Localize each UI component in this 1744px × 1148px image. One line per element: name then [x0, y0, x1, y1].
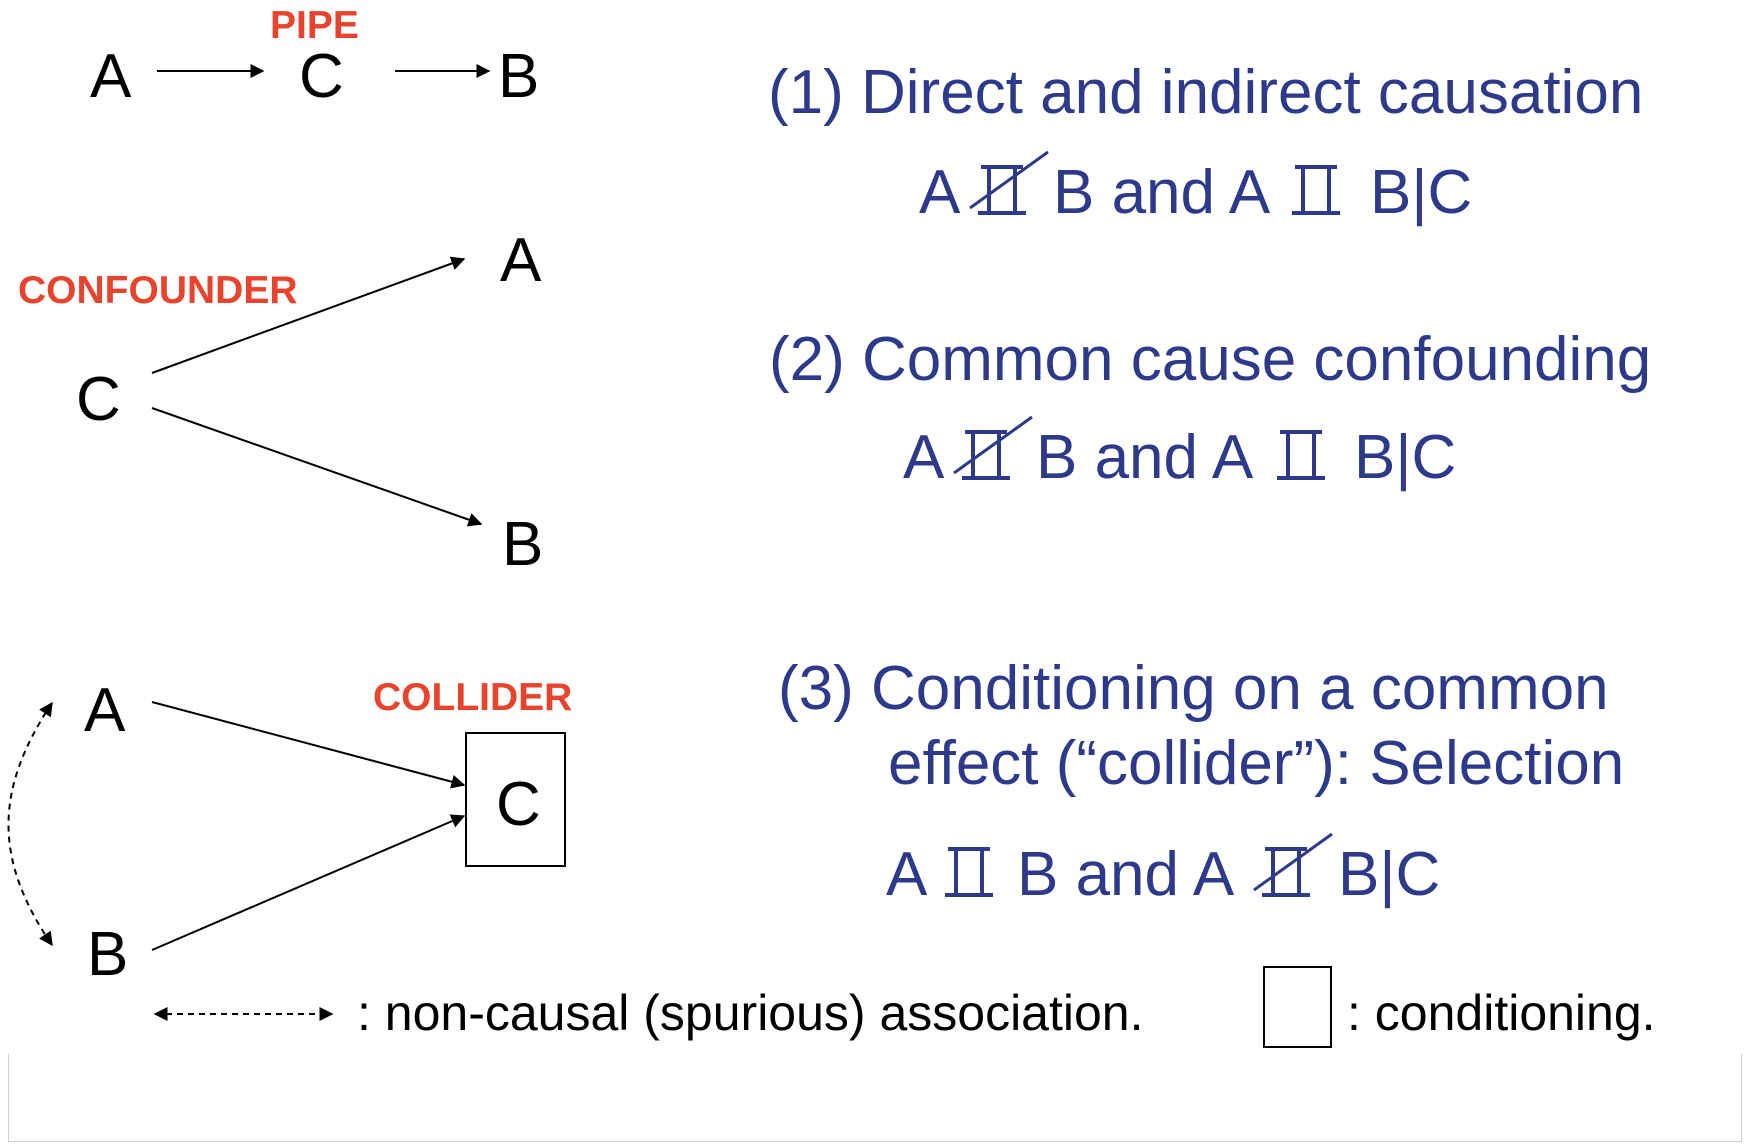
description-3-title-line-2: effect (“collider”): Selection — [888, 729, 1625, 798]
description-2-a: A — [903, 423, 945, 492]
collider-label: COLLIDER — [373, 676, 573, 719]
collider-node-a: A — [84, 676, 126, 745]
bottom-frame — [8, 1054, 1742, 1142]
independent-icon — [945, 849, 993, 895]
legend-conditioning-box — [1264, 967, 1331, 1047]
spurious-association-arrow — [9, 703, 53, 945]
confounder-label: CONFOUNDER — [18, 269, 298, 312]
not-independent-icon — [1254, 834, 1332, 895]
collider-node-c: C — [496, 770, 541, 839]
confounder-arrow-c-b — [152, 408, 481, 524]
description-2-b-and-a: B and A — [1036, 423, 1254, 492]
legend-spurious-text: : non-causal (spurious) association. — [357, 985, 1144, 1041]
description-1-b-given-c: B|C — [1370, 158, 1473, 227]
independent-icon — [1292, 167, 1340, 213]
description-3-b-given-c: B|C — [1338, 840, 1441, 909]
description-2-b-given-c: B|C — [1354, 423, 1457, 492]
collider-arrow-b-c — [152, 816, 464, 950]
not-independent-icon — [970, 152, 1048, 213]
pipe-node-a: A — [90, 42, 132, 111]
description-3-title-line-1: (3) Conditioning on a common — [778, 654, 1609, 723]
description-2-title: (2) Common cause confounding — [769, 325, 1652, 394]
description-1-title: (1) Direct and indirect causation — [768, 58, 1644, 127]
description-3-a: A — [886, 840, 928, 909]
legend-conditioning-text: : conditioning. — [1347, 985, 1656, 1041]
description-3-b-and-a: B and A — [1017, 840, 1235, 909]
not-independent-icon — [954, 417, 1032, 478]
description-1-b-and-a: B and A — [1053, 158, 1271, 227]
confounder-node-b: B — [502, 510, 544, 579]
independent-icon — [1277, 432, 1325, 478]
pipe-label: PIPE — [270, 4, 359, 47]
pipe-node-c: C — [299, 42, 344, 111]
confounder-node-a: A — [500, 226, 542, 295]
confounder-node-c: C — [76, 365, 121, 434]
pipe-node-b: B — [498, 42, 540, 111]
collider-node-b: B — [87, 920, 129, 989]
description-1-a: A — [919, 158, 961, 227]
